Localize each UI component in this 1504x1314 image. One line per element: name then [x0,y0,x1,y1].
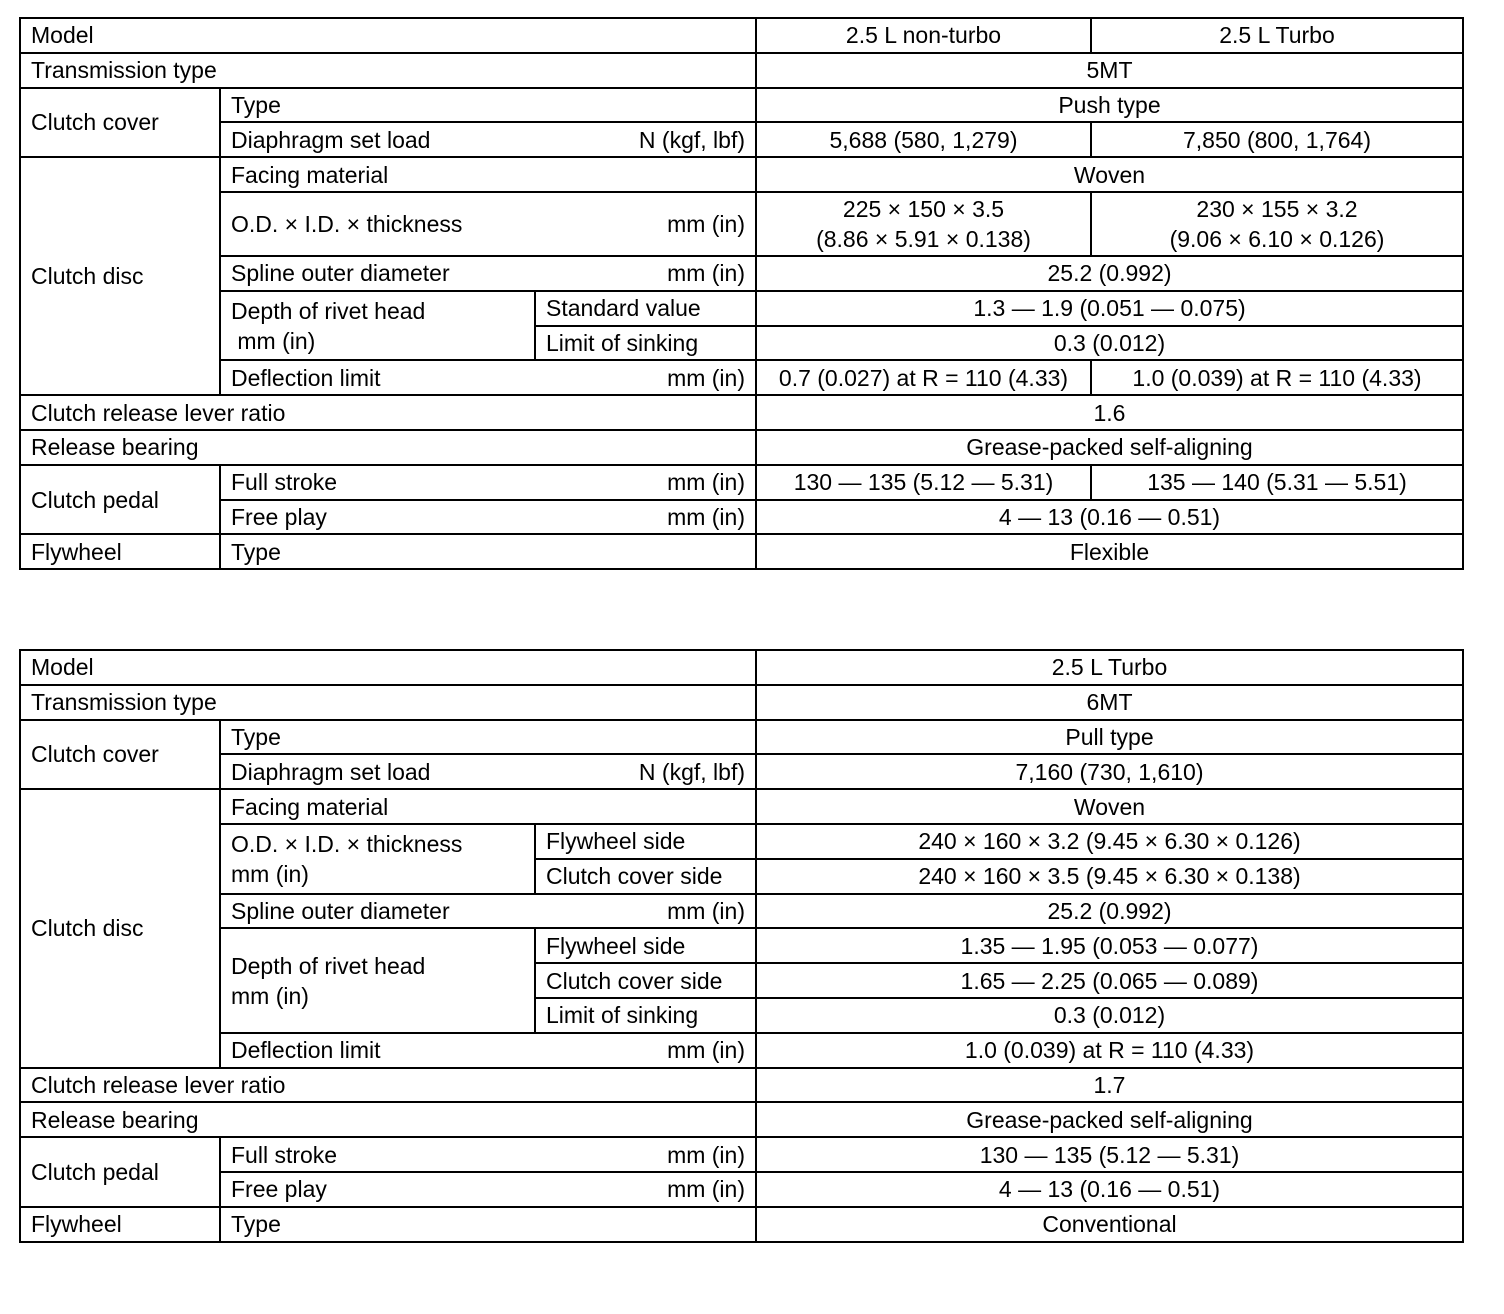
od-value-non-turbo [756,192,1091,256]
table-row [20,500,1463,535]
diaphragm-label: Diaphragm set load [231,126,431,153]
diaphragm-label: Diaphragm set load [231,758,431,785]
flywheel-label: Flywheel [20,1207,220,1242]
table-row [20,824,1463,859]
rivet-flywheel-label: Flywheel side [535,928,756,963]
table-row [20,88,1463,123]
diaphragm-cell [220,754,756,789]
full-stroke-unit: mm (in) [667,469,745,496]
diaphragm-value-non-turbo: 5,688 (580, 1,279) [756,122,1091,157]
rivet-limit-label: Limit of sinking [535,998,756,1033]
rivet-label [220,928,535,1032]
table-row [20,685,1463,720]
free-play-value: 4 — 13 (0.16 — 0.51) [756,1172,1463,1207]
spline-value: 25.2 (0.992) [756,256,1463,291]
release-bearing-value: Grease-packed self-aligning [756,430,1463,465]
transmission-value: 5MT [756,53,1463,88]
rivet-limit-label: Limit of sinking [535,326,756,361]
full-stroke-value-turbo: 135 — 140 (5.31 — 5.51) [1091,465,1463,500]
model-label: Model [20,18,756,53]
rivet-label-line2: mm (in) [231,982,309,1009]
facing-value: Woven [756,157,1463,192]
rivet-standard-label: Standard value [535,291,756,326]
diaphragm-unit: N (kgf, lbf) [638,126,745,153]
od-cell [220,192,756,256]
flywheel-label: Flywheel [20,534,220,569]
free-play-unit: mm (in) [667,1176,745,1203]
cover-type-label: Type [220,88,756,123]
diaphragm-unit: N (kgf, lbf) [638,758,745,785]
spec-table-6mt [19,649,1464,1243]
table-row [20,754,1463,789]
spline-unit: mm (in) [667,260,745,287]
clutch-disc-label: Clutch disc [20,789,220,1067]
od-label [220,824,535,894]
release-bearing-label: Release bearing [20,1102,756,1137]
table-row [20,720,1463,755]
cover-type-value: Push type [756,88,1463,123]
free-play-unit: mm (in) [667,503,745,530]
diaphragm-cell [220,122,756,157]
cover-type-value: Pull type [756,720,1463,755]
od-value-line2: (9.06 × 6.10 × 0.126) [1169,225,1385,252]
od-value-line1: 230 × 155 × 3.2 [1196,195,1358,222]
deflection-value-non-turbo: 0.7 (0.027) at R = 110 (4.33) [756,360,1091,395]
table-row [20,650,1463,685]
full-stroke-value-non-turbo: 130 — 135 (5.12 — 5.31) [756,465,1091,500]
free-play-value: 4 — 13 (0.16 — 0.51) [756,500,1463,535]
table-row [20,928,1463,963]
release-bearing-value: Grease-packed self-aligning [756,1102,1463,1137]
flywheel-type-value: Flexible [756,534,1463,569]
full-stroke-label: Full stroke [231,1141,338,1168]
lever-ratio-label: Clutch release lever ratio [20,1068,756,1103]
transmission-label: Transmission type [20,685,756,720]
diaphragm-value-turbo: 7,850 (800, 1,764) [1091,122,1463,157]
spline-label: Spline outer diameter [231,260,450,287]
deflection-cell [220,360,756,395]
diaphragm-value: 7,160 (730, 1,610) [756,754,1463,789]
od-value-turbo [1091,192,1463,256]
table-row [20,122,1463,157]
model-col-turbo: 2.5 L Turbo [1091,18,1463,53]
table-row [20,256,1463,291]
table-row [20,1102,1463,1137]
table-row [20,1207,1463,1242]
release-bearing-label: Release bearing [20,430,756,465]
spec-table-5mt [19,17,1464,570]
lever-ratio-value: 1.7 [756,1068,1463,1103]
free-play-cell [220,500,756,535]
od-label-line1: O.D. × I.D. × thickness [231,830,463,857]
spline-unit: mm (in) [667,897,745,924]
rivet-label-line1: Depth of rivet head [231,297,426,324]
rivet-cover-label: Clutch cover side [535,963,756,998]
table-row [20,534,1463,569]
facing-label: Facing material [220,157,756,192]
rivet-limit-value: 0.3 (0.012) [756,326,1463,361]
table-row [20,1033,1463,1068]
deflection-unit: mm (in) [667,1037,745,1064]
rivet-standard-value: 1.3 — 1.9 (0.051 — 0.075) [756,291,1463,326]
od-cover-label: Clutch cover side [535,859,756,894]
rivet-label-line1: Depth of rivet head [231,952,426,979]
free-play-cell [220,1172,756,1207]
od-label-line2: mm (in) [231,860,309,887]
od-cover-value: 240 × 160 × 3.5 (9.45 × 6.30 × 0.138) [756,859,1463,894]
od-label: O.D. × I.D. × thickness [231,210,463,237]
od-value-line2: (8.86 × 5.91 × 0.138) [816,225,1031,252]
deflection-label: Deflection limit [231,364,381,391]
table-row [20,360,1463,395]
od-value-line1: 225 × 150 × 3.5 [842,195,1005,222]
deflection-label: Deflection limit [231,1037,381,1064]
flywheel-type-value: Conventional [756,1207,1463,1242]
rivet-flywheel-value: 1.35 — 1.95 (0.053 — 0.077) [756,928,1463,963]
lever-ratio-label: Clutch release lever ratio [20,395,756,430]
table-row [20,430,1463,465]
full-stroke-unit: mm (in) [667,1141,745,1168]
full-stroke-cell [220,465,756,500]
deflection-value-turbo: 1.0 (0.039) at R = 110 (4.33) [1091,360,1463,395]
model-value: 2.5 L Turbo [756,650,1463,685]
cover-type-label: Type [220,720,756,755]
table-row [20,465,1463,500]
deflection-cell [220,1033,756,1068]
table-row [20,894,1463,929]
deflection-unit: mm (in) [667,364,745,391]
rivet-label [220,291,535,361]
rivet-label-line2: mm (in) [231,327,316,354]
free-play-label: Free play [231,503,327,530]
clutch-pedal-label: Clutch pedal [20,1137,220,1207]
transmission-label: Transmission type [20,53,756,88]
table-row [20,789,1463,824]
table-row [20,157,1463,192]
flywheel-type-label: Type [220,1207,756,1242]
rivet-cover-value: 1.65 — 2.25 (0.065 — 0.089) [756,963,1463,998]
full-stroke-label: Full stroke [231,469,338,496]
od-flywheel-label: Flywheel side [535,824,756,859]
facing-label: Facing material [220,789,756,824]
table-row [20,1137,1463,1172]
clutch-cover-label: Clutch cover [20,88,220,158]
table-row [20,192,1463,256]
flywheel-type-label: Type [220,534,756,569]
spline-label: Spline outer diameter [231,897,450,924]
od-flywheel-value: 240 × 160 × 3.2 (9.45 × 6.30 × 0.126) [756,824,1463,859]
spline-value: 25.2 (0.992) [756,894,1463,929]
deflection-value: 1.0 (0.039) at R = 110 (4.33) [756,1033,1463,1068]
table-row [20,291,1463,326]
facing-value: Woven [756,789,1463,824]
lever-ratio-value: 1.6 [756,395,1463,430]
spline-cell [220,256,756,291]
rivet-limit-value: 0.3 (0.012) [756,998,1463,1033]
table-row [20,395,1463,430]
table-row [20,53,1463,88]
full-stroke-value: 130 — 135 (5.12 — 5.31) [756,1137,1463,1172]
table-row [20,1172,1463,1207]
clutch-pedal-label: Clutch pedal [20,465,220,535]
model-label: Model [20,650,756,685]
table-row [20,1068,1463,1103]
clutch-disc-label: Clutch disc [20,157,220,395]
transmission-value: 6MT [756,685,1463,720]
od-unit: mm (in) [667,210,745,237]
spline-cell [220,894,756,929]
full-stroke-cell [220,1137,756,1172]
free-play-label: Free play [231,1176,327,1203]
model-col-non-turbo: 2.5 L non-turbo [756,18,1091,53]
table-row [20,18,1463,53]
clutch-cover-label: Clutch cover [20,720,220,790]
